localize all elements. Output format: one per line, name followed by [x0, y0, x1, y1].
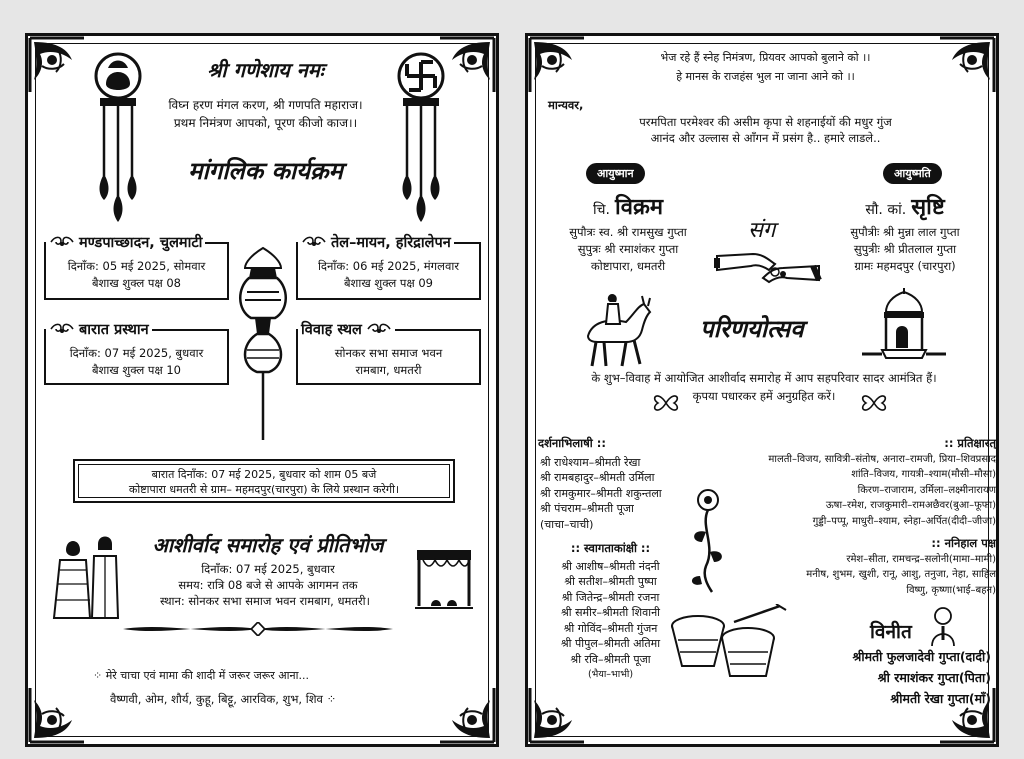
groom-line: कोष्टापारा, धमतरी — [590, 259, 666, 273]
swirl-ornament-icon — [301, 236, 327, 248]
groom-details — [538, 224, 718, 275]
event-box-baraat — [44, 322, 229, 385]
event-box-tel — [296, 235, 481, 300]
event-title — [298, 319, 395, 339]
salutation: मान्यवर, — [548, 98, 584, 112]
horse-rider-icon — [578, 286, 658, 371]
darshan-title: दर्शनाभिलाषी :: — [538, 436, 606, 450]
dots-ornament-icon: ⁘ — [93, 669, 106, 682]
groom-line: सुपुत्रः श्री रमाशंकर गुप्ता — [577, 242, 679, 256]
groom-line: सुपौत्रः स्व. श्री रामसुख गुप्ता — [569, 225, 687, 239]
dots-ornament-icon: ⁘ — [326, 692, 337, 706]
swagat-item: श्री सतीश–श्रीमती पुष्पा — [564, 575, 657, 588]
invite-line: के शुभ–विवाह में आयोजित आशीर्वाद समारोह में आप सहपरिवार सादर आमंत्रित हैं। — [591, 371, 937, 385]
right-card — [525, 33, 999, 747]
kalash-icon — [233, 244, 293, 444]
prayer-line: विघ्न हरण मंगल करण, श्री गणपति महाराज। — [168, 98, 363, 112]
event-box-mandap — [44, 235, 229, 300]
floral-ornament-icon — [856, 388, 892, 418]
corner-ornament-icon — [28, 36, 86, 94]
pratiksha-item: ऊषा–रमेश, राजकुमारी–रामअछैवर(बुआ–फूफा) — [825, 500, 996, 511]
darshan-item: श्री रामबहादुर–श्रीमती उर्मिला — [540, 471, 655, 484]
groom-prefix: चि. — [592, 202, 610, 218]
event-date: दिनाँक: 06 मई 2025, मंगलवार — [317, 259, 460, 273]
bride-line: सुपुत्रीः श्री प्रीतलाल गुप्ता — [853, 242, 957, 256]
corner-ornament-icon — [938, 36, 996, 94]
corner-ornament-icon — [28, 686, 86, 744]
intro-line: परमपिता परमेश्वर की असीम कृपा से शहनाईयों की मधुर गुंज — [639, 115, 892, 129]
couplet-line: हे मानस के राजहंस भुल ना जाना आने को ।। — [676, 70, 855, 83]
nanihal-item: रमेश–सीता, रामचन्द्र–सलोनी(मामा–मामी) — [846, 553, 996, 565]
darshan-item: श्री राधेश्याम–श्रीमती रेखा — [540, 455, 641, 469]
mantra-text: श्री गणेशाय नमः — [207, 58, 324, 82]
bride-line: ग्रामः महमदपुर (चारपुरा) — [854, 259, 956, 273]
groom-name: विक्रम — [615, 194, 664, 220]
mantra-header — [158, 56, 373, 83]
invite — [538, 369, 990, 405]
bride-details — [820, 224, 990, 275]
corner-ornament-icon — [528, 36, 586, 94]
swagat-item: श्री समीर–श्रीमती शिवानी — [560, 606, 661, 619]
event-title-text: तेल–मायन, हरिद्रालेपन — [331, 235, 451, 251]
pratiksha-item: मालती–विजय, सावित्री–संतोष, अनारा–रामजी, प्रिया–शिवप्रसाद — [768, 453, 996, 465]
bride-name: सृष्टि — [911, 194, 945, 220]
event-title-text: विवाह स्थल — [301, 322, 362, 338]
vinit-item: श्रीमती रेखा गुप्ता(माँ) — [890, 691, 991, 706]
divider-ornament-icon — [123, 622, 393, 636]
intro — [588, 114, 943, 146]
nanihal-item: विष्णु, कृष्णा(भाई–बहन) — [906, 584, 996, 596]
swagat-item: श्री जितेन्द्र–श्रीमती रजना — [561, 590, 660, 604]
invite-line: कृपया पधारकर हमें अनुग्रहित करें। — [692, 389, 836, 403]
reception-details — [128, 561, 408, 609]
swagat-title: :: स्वागताकांक्षी :: — [570, 541, 651, 555]
vinit-item: श्रीमती फुलजादेवी गुप्ता(दादी) — [852, 649, 991, 664]
event-title — [46, 319, 152, 339]
reception-place: स्थान: सोनकर सभा समाज भवन रामबाग, धमतरी। — [159, 594, 371, 608]
swirl-ornament-icon — [49, 236, 75, 248]
darshan-item: श्री रामकुमार–श्रीमती शकुन्तला — [540, 486, 662, 500]
nanihal-item: मनीष, शुभम, खुशी, रानू, आशु, तनुजा, नेहा, साहिल — [806, 569, 996, 580]
event-title-text: बारात प्रस्थान — [79, 322, 149, 338]
nanihal-title: :: ननिहाल पक्ष — [931, 536, 996, 550]
namaste-figure-icon — [928, 606, 958, 646]
pratiksha-block — [678, 436, 996, 529]
darshan-item: श्री पंचराम–श्रीमती पूजा — [540, 502, 634, 515]
reception-title: आशीर्वाद समारोह एवं प्रीतिभोज — [152, 533, 384, 557]
vinit-title: विनीत — [870, 621, 912, 643]
mandap-icon — [413, 546, 475, 616]
kids-names-row — [110, 692, 430, 707]
swirl-ornament-icon — [366, 323, 392, 335]
bride-line: सुपौत्रीः श्री मुन्ना लाल गुप्ता — [850, 225, 960, 239]
baraat-box — [73, 459, 455, 503]
couplet-line: भेज रहे हैं स्नेह निमंत्रण, प्रियवर आपको बुलाने को ।। — [660, 51, 871, 64]
corner-ornament-icon — [438, 36, 496, 94]
kids-names: वैष्णवी, ओम, शौर्य, कुहू, बिट्टू, आरविक, शुभ, शिव — [110, 692, 323, 706]
swagat-item: (भैया–भाभी) — [587, 669, 634, 680]
corner-ornament-icon — [938, 686, 996, 744]
baraat-line: बारात दिनाँक: 07 मई 2025, बुधवार को शाम 05 बजे — [151, 468, 377, 481]
swagat-block — [538, 541, 683, 683]
groom-badge: आयुष्मान — [586, 163, 645, 184]
floral-ornament-icon — [648, 388, 684, 418]
swagat-item: श्री आशीष–श्रीमती नंदनी — [561, 559, 660, 573]
darshan-block — [538, 436, 683, 532]
swirl-ornament-icon — [49, 323, 75, 335]
reception-time: समय: रात्रि 08 बजे से आपके आगमन तक — [178, 578, 358, 592]
swagat-item: श्री पीपुल–श्रीमती अतिमा — [560, 637, 661, 650]
prayer-line: प्रथम निमंत्रण आपको, पूरण कीजो काज।। — [173, 116, 358, 130]
bride-badge: आयुष्मति — [883, 163, 942, 184]
kalash-hanging-icon — [90, 46, 146, 226]
couplet — [588, 48, 943, 86]
groom-name-row — [538, 191, 718, 221]
event-note: रामबाग, धमतरी — [355, 363, 422, 377]
pratiksha-item: गुड्डी–पप्पू, माधुरी–श्याम, स्नेहा–अर्पित(दीदी–जीजा) — [812, 515, 996, 527]
mangalik-title: मांगलिक कार्यक्रम — [188, 156, 343, 185]
corner-ornament-icon — [438, 686, 496, 744]
swagat-item: श्री गोविंद–श्रीमती गुंजन — [563, 621, 658, 635]
event-note: बैशाख शुक्ल पक्ष 09 — [343, 276, 434, 290]
event-title-text: मण्डपाच्छादन, चुलमाटी — [79, 235, 203, 251]
bride-name-row — [820, 191, 990, 221]
pratiksha-title: :: प्रतिक्षारत् — [944, 436, 996, 450]
darshan-item: (चाचा–चाची) — [540, 517, 594, 531]
event-title — [46, 232, 205, 252]
parinay-title: परिणयोत्सव — [700, 314, 804, 343]
doli-icon — [862, 288, 946, 368]
corner-ornament-icon — [528, 686, 586, 744]
couple-illustration-icon — [46, 530, 126, 622]
pratiksha-item: शांति–विजय, गायत्री–श्याम(मौसी–मौसा) — [851, 469, 996, 480]
left-card — [25, 33, 499, 747]
reception-date: दिनाँक: 07 मई 2025, बुधवार — [201, 562, 335, 576]
joined-hands-icon — [713, 236, 823, 296]
vinit-item: श्री रमाशंकर गुप्ता(पिता) — [877, 670, 991, 685]
kids-line: मेरे चाचा एवं मामा की शादी में जरूर जरूर आना... — [105, 669, 309, 682]
sang-text: संग — [748, 218, 776, 243]
pratiksha-item: किरण–राजाराम, उर्मिला–लक्ष्मीनारायण — [857, 484, 996, 496]
event-title — [298, 232, 454, 252]
swagat-item: श्री रवि–श्रीमती पूजा — [570, 652, 651, 666]
baraat-line: कोष्टापारा धमतरी से ग्राम– महमदपुर(चारपुरा) के लिये प्रस्थान करेगी। — [128, 483, 400, 496]
nanihal-block — [733, 536, 996, 598]
bride-prefix: सौ. कां. — [865, 202, 907, 218]
event-note: बैशाख शुक्ल पक्ष 10 — [91, 363, 182, 377]
event-note: बैशाख शुक्ल पक्ष 08 — [91, 276, 182, 290]
event-box-venue — [296, 322, 481, 385]
prayer-block — [148, 96, 383, 132]
event-date: दिनाँक: 05 मई 2025, सोमवार — [67, 259, 206, 273]
event-date: सोनकर सभा समाज भवन — [334, 346, 443, 360]
intro-line: आनंद और उल्लास से आँगन में प्रसंग है.. हमारे लाडले.. — [650, 131, 881, 145]
event-date: दिनाँक: 07 मई 2025, बुधवार — [69, 346, 204, 360]
kids-line-row — [93, 668, 433, 683]
